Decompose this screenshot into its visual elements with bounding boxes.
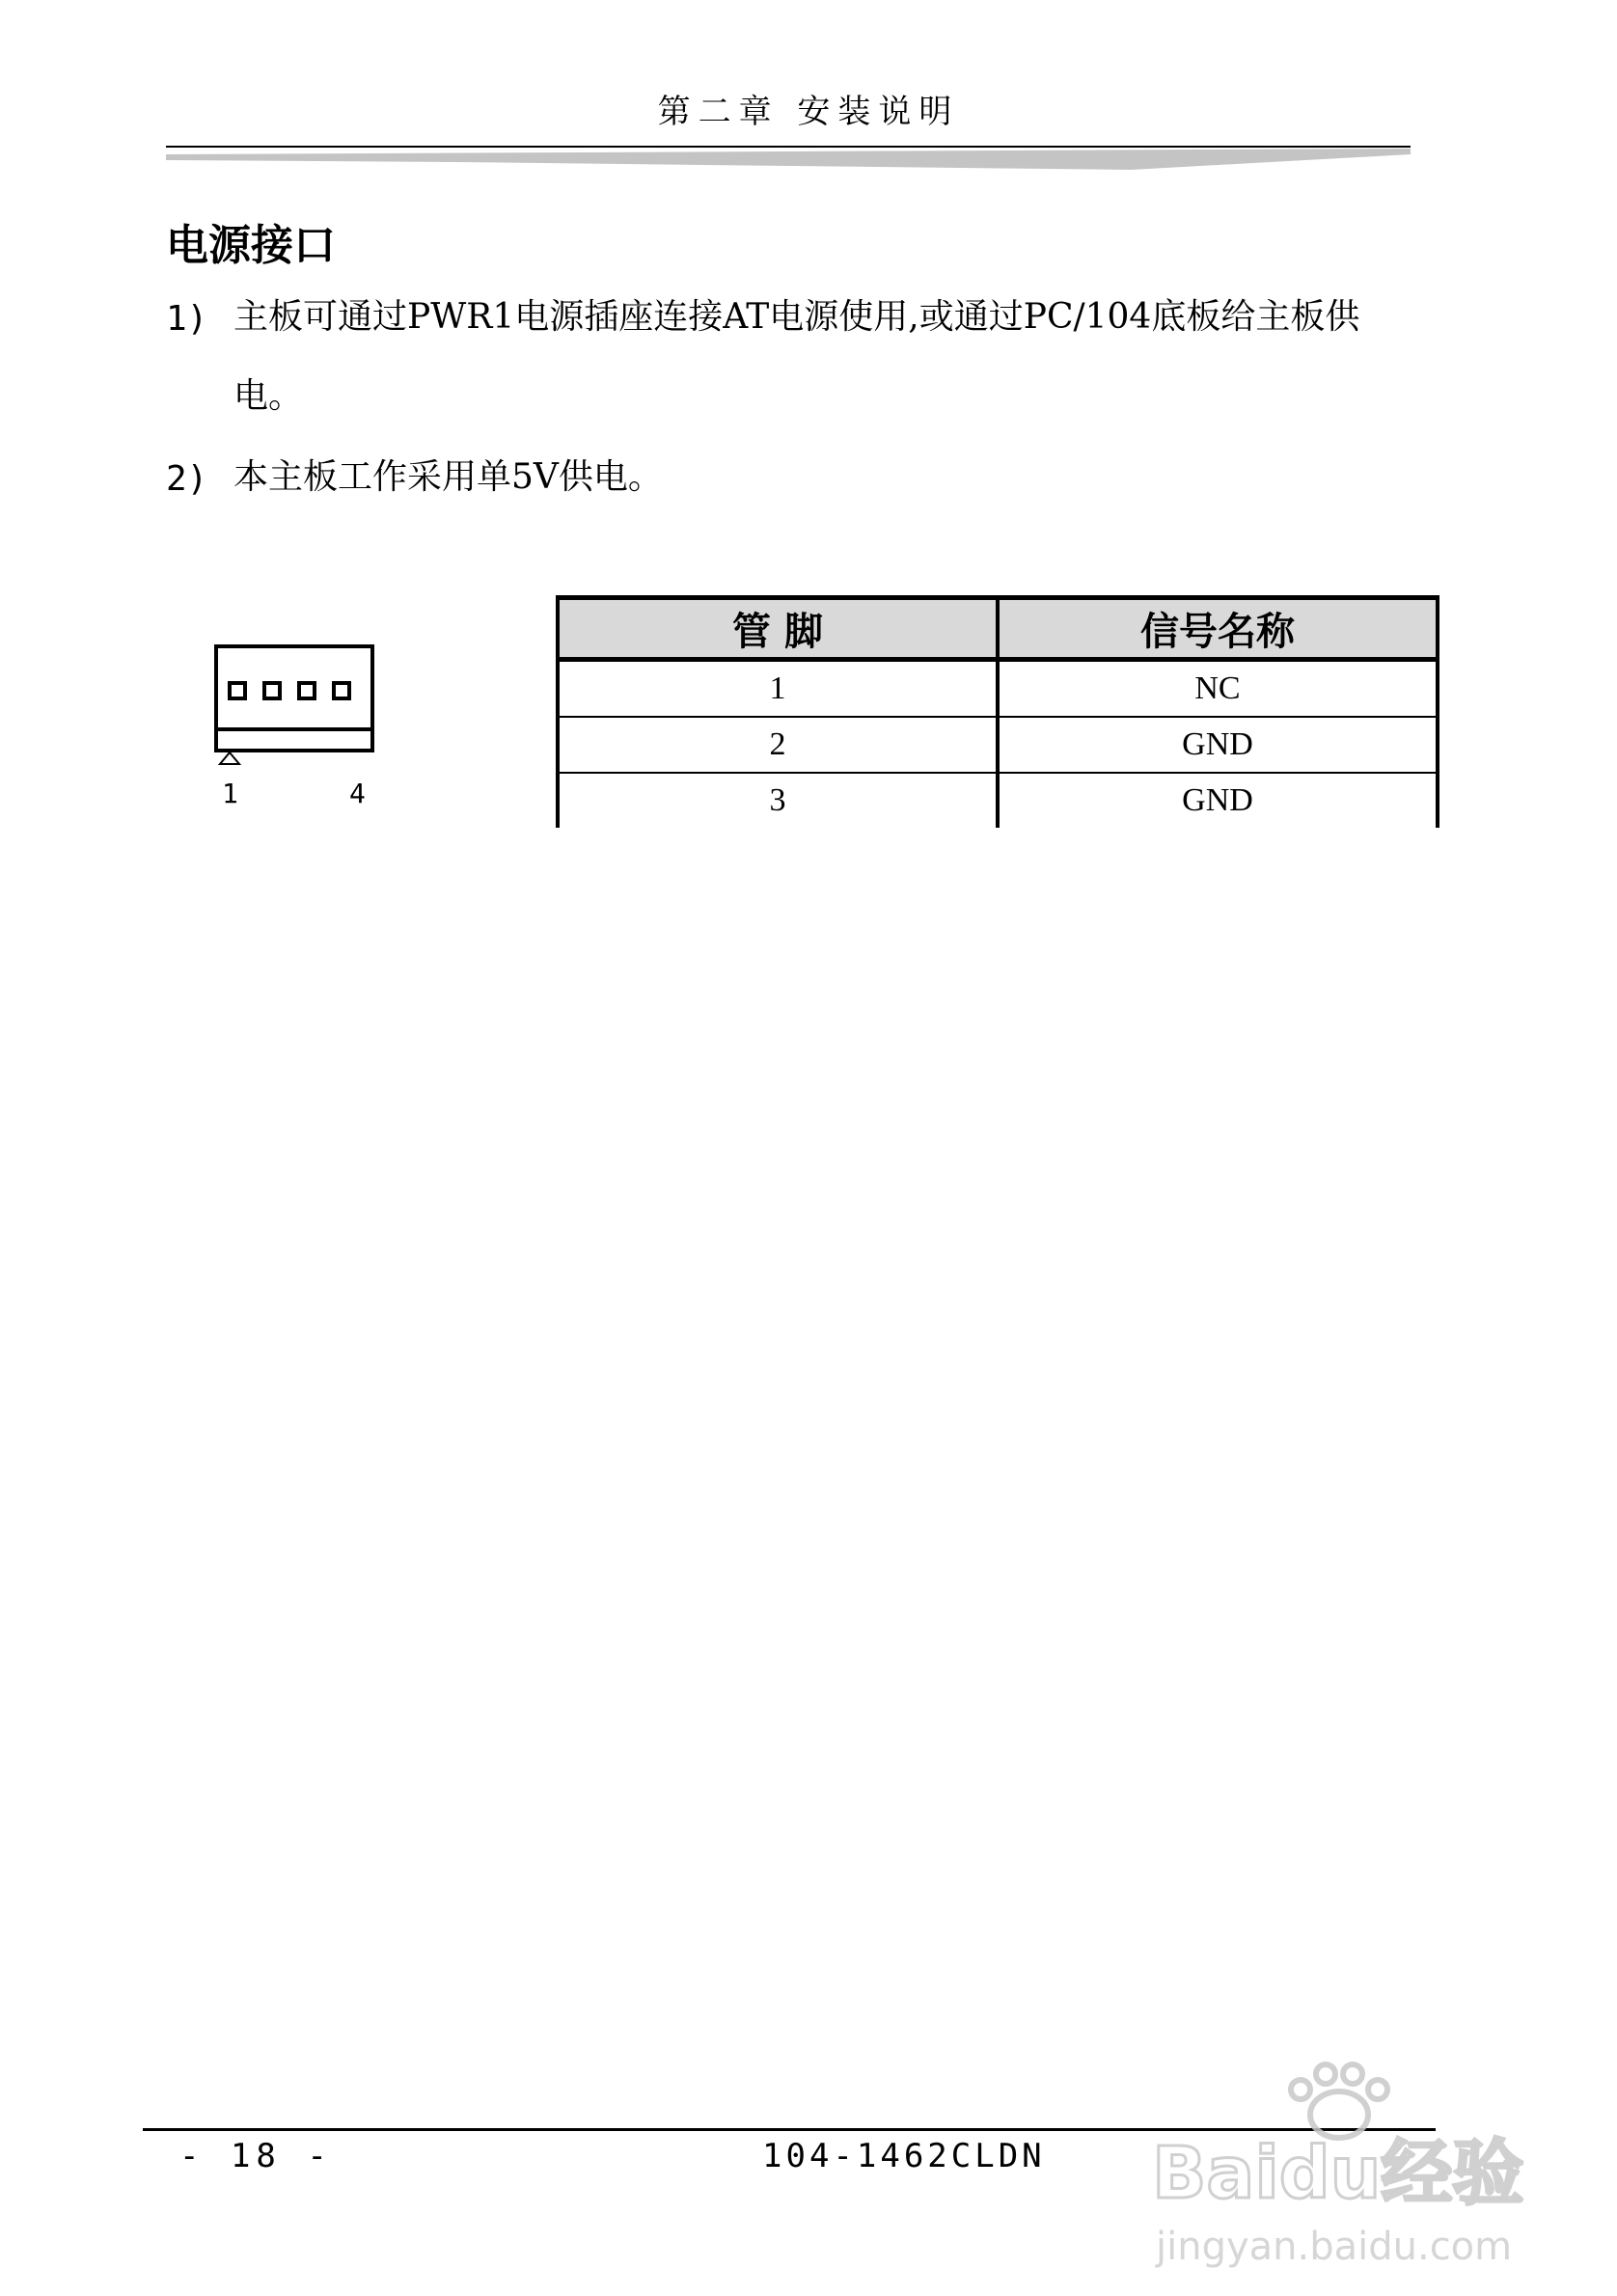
cell-pin: 1 <box>558 660 998 718</box>
header-pin: 管 脚 <box>558 598 998 660</box>
pin1-marker-icon <box>220 752 239 764</box>
list-number: 1) <box>166 299 208 339</box>
page-number: - 18 - <box>179 2137 333 2175</box>
list-number: 2) <box>166 459 208 499</box>
table-row <box>558 660 1438 718</box>
pin-square <box>334 683 349 698</box>
baidu-watermark-logo <box>1138 2055 1544 2277</box>
table-header-row <box>558 598 1438 660</box>
watermark-brand: Baidu经验 <box>1152 2132 1524 2215</box>
table-row <box>558 717 1438 773</box>
cell-signal: GND <box>998 773 1438 828</box>
list-text: 主板可通过PWR1电源插座连接AT电源使用,或通过PC/104底板给主板供电。 <box>233 297 1360 416</box>
cell-pin: 2 <box>558 717 998 773</box>
pin-table <box>556 595 1439 828</box>
cell-signal: GND <box>998 717 1438 773</box>
watermark-url: jingyan.baidu.com <box>1156 2225 1513 2269</box>
list-item <box>166 459 1420 517</box>
pin-label-last: 4 <box>349 778 366 809</box>
pin-square <box>230 683 245 698</box>
model-number: 104-1462CLDN <box>762 2137 1046 2175</box>
power-connector-diagram <box>203 637 425 820</box>
cell-signal: NC <box>998 660 1438 718</box>
pin-square <box>299 683 315 698</box>
list-text: 本主板工作采用单5V供电。 <box>233 457 663 497</box>
pin-square <box>264 683 280 698</box>
header-signal: 信号名称 <box>998 598 1438 660</box>
table-row <box>558 773 1438 828</box>
header-divider <box>166 141 1411 176</box>
pin-label-first: 1 <box>222 778 238 809</box>
cell-pin: 3 <box>558 773 998 828</box>
section-title: 电源接口 <box>166 221 336 270</box>
chapter-header: 第二章 安装说明 <box>657 93 960 131</box>
